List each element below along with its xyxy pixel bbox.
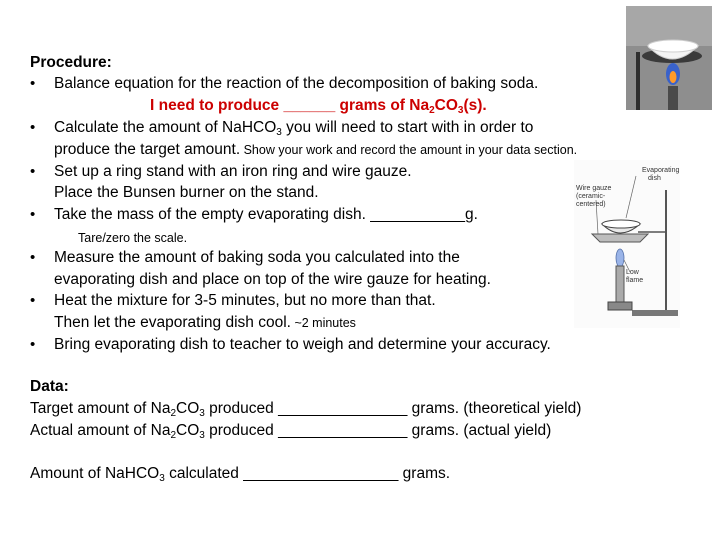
step2-post: you will need to start with in order to — [281, 119, 534, 136]
bullet-7: • — [30, 336, 36, 353]
step-measure-baking-soda: Measure the amount of baking soda you calculated into the — [54, 249, 460, 266]
step2-cont-main: produce the target amount. — [54, 141, 241, 158]
bullet-6: • — [30, 292, 36, 309]
bullet-1: • — [30, 75, 36, 92]
bunsen-burner-photo — [626, 6, 712, 110]
step-mass-dish: Take the mass of the empty evaporating dish. ___________g. — [54, 206, 478, 223]
step-heat-mixture-cont — [54, 313, 356, 333]
data3-pre: Amount of NaHCO — [30, 465, 160, 482]
step-heat-mixture: Heat the mixture for 3-5 minutes, but no more than that. — [54, 292, 436, 309]
procedure-heading: Procedure: — [30, 54, 112, 71]
data1-pre: Target amount of Na — [30, 400, 171, 417]
label-wire-gauze-3: centered) — [576, 201, 606, 208]
target-post: (s). — [463, 97, 487, 114]
bullet-2: • — [30, 119, 36, 136]
data1-post: produced _______________ grams. (theoretical yield) — [204, 400, 582, 417]
bullet-5: • — [30, 249, 36, 266]
data3-sub: 3 — [159, 473, 165, 484]
step-calculate-amount — [54, 118, 533, 138]
data-heading: Data: — [30, 378, 69, 395]
target-sub2: 3 — [457, 105, 464, 116]
data2-sub1: 2 — [170, 430, 177, 441]
step-calculate-amount-cont — [54, 140, 577, 160]
data1-sub1: 2 — [170, 408, 177, 419]
step-balance-equation: Balance equation for the reaction of the decomposition of baking soda. — [54, 75, 539, 92]
label-low-flame: Low — [626, 269, 639, 276]
data-actual-amount — [30, 421, 551, 441]
target-mid: CO — [434, 97, 458, 114]
data-target-amount — [30, 399, 581, 419]
target-amount-line — [150, 96, 487, 116]
step-ring-stand-cont: Place the Bunsen burner on the stand. — [54, 184, 319, 201]
data2-post: produced _______________ grams. (actual yield) — [204, 422, 552, 439]
step-measure-baking-soda-cont: evaporating dish and place on top of the wire gauze for heating. — [54, 271, 491, 288]
target-sub1: 2 — [429, 105, 435, 116]
data2-pre: Actual amount of Na — [30, 422, 171, 439]
step-bring-to-teacher: Bring evaporating dish to teacher to weigh and determine your accuracy. — [54, 336, 551, 353]
label-wire-gauze-2: (ceramic- — [576, 193, 606, 200]
label-low-flame-2: flame — [626, 277, 644, 284]
data3-post: calculated __________________ grams. — [164, 465, 451, 482]
bullet-3: • — [30, 163, 36, 180]
data2-mid: CO — [176, 422, 200, 439]
data1-mid: CO — [176, 400, 200, 417]
step2-pre: Calculate the amount of NaHCO — [54, 119, 277, 136]
tare-note: Tare/zero the scale. — [78, 231, 188, 245]
step6-small: ~2 minutes — [290, 316, 356, 330]
step-ring-stand: Set up a ring stand with an iron ring and wire gauze. — [54, 163, 412, 180]
step2-sub: 3 — [276, 127, 282, 138]
step6-main: Then let the evaporating dish cool. — [54, 314, 291, 331]
step2-cont-small: Show your work and record the amount in your data section. — [240, 143, 578, 157]
data-nahco3-calculated — [30, 464, 450, 484]
bullet-4: • — [30, 206, 36, 223]
label-evaporating-dish-2: dish — [648, 175, 661, 182]
label-wire-gauze: Wire gauze — [576, 185, 612, 192]
label-evaporating-dish: Evaporating — [642, 167, 680, 174]
data2-sub2: 3 — [199, 430, 205, 441]
apparatus-diagram — [574, 160, 680, 328]
target-pre: I need to produce ______ grams of Na — [150, 97, 430, 114]
data1-sub2: 3 — [199, 408, 205, 419]
